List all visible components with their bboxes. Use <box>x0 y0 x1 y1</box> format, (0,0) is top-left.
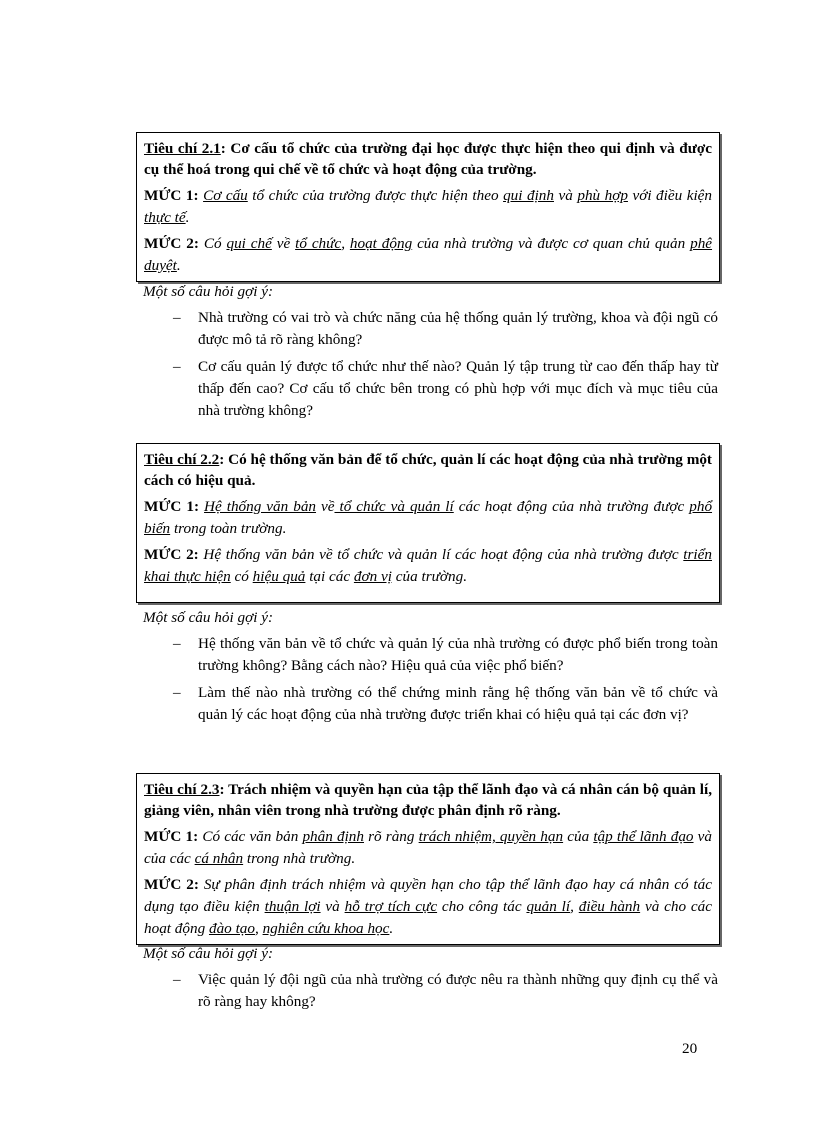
underlined-term: qui định <box>503 187 554 204</box>
text-run: Có các văn bản <box>198 828 303 845</box>
underlined-term: Cơ cấu <box>203 187 248 204</box>
question-prompt: Một số câu hỏi gợi ý: <box>143 283 274 300</box>
dash-bullet: – <box>173 309 181 326</box>
text-run: . <box>389 920 394 937</box>
dash-bullet: – <box>173 684 181 701</box>
level-tag: MỨC 2: <box>144 235 199 252</box>
dash-bullet: – <box>173 971 181 988</box>
text-run: của <box>563 828 594 845</box>
underlined-term: hiệu quả <box>252 568 306 585</box>
text-run: rõ ràng <box>363 828 419 845</box>
underlined-term: nghiên cứu khoa học <box>262 920 390 937</box>
underlined-term: thuận lợi <box>264 898 321 915</box>
text-run: của nhà trường và được cơ quan chủ quản <box>412 235 691 252</box>
question-text: Hệ thống văn bản về tổ chức và quản lý của nhà trường có được phổ biến trong toàn trường không? Bằng cách nào? Hiệu quả của việc phổ biến? <box>198 635 718 674</box>
text-run: và của các <box>144 828 712 867</box>
criterion-ref: Tiêu chí 2.3 <box>144 781 220 798</box>
underlined-term: phân định <box>302 828 364 845</box>
criterion-box-2-1 <box>136 132 720 282</box>
text-run: trong nhà trường. <box>243 850 356 867</box>
level-text <box>144 498 712 537</box>
question-text: Việc quản lý đội ngũ của nhà trường có được nêu ra thành những quy định cụ thể và rõ ràng hay không? <box>198 971 718 1010</box>
level-1 <box>144 496 712 540</box>
list-item <box>143 633 718 677</box>
text-run: cho công tác <box>437 898 527 915</box>
question-prompt: Một số câu hỏi gợi ý: <box>143 945 274 962</box>
criterion-text: : Có hệ thống văn bản để tổ chức, quản lí các hoạt động của nhà trường một cách có hiệu quả. <box>144 451 712 489</box>
question-list <box>143 969 718 1018</box>
text-run: về <box>316 498 335 515</box>
criterion-ref: Tiêu chí 2.2 <box>144 451 220 468</box>
page-number: 20 <box>682 1040 698 1057</box>
text-run: Hệ thống văn bản về tổ chức và quản lí các hoạt động của nhà trường được <box>198 546 684 563</box>
underlined-term: trách nhiệm, quyền hạn <box>418 828 564 845</box>
criterion-box-2-3 <box>136 773 720 945</box>
text-run: và cho các hoạt động <box>144 898 712 937</box>
question-list <box>143 307 718 427</box>
criterion-heading <box>144 779 712 821</box>
criterion-ref: Tiêu chí 2.1 <box>144 140 221 157</box>
question-text: Làm thế nào nhà trường có thể chứng minh rằng hệ thống văn bản về tổ chức và quản lý các hoạt động của nhà trường được triển khai có hiệu quả tại các đơn vị? <box>198 684 718 723</box>
dash-bullet: – <box>173 358 181 375</box>
criterion-heading <box>144 138 712 180</box>
underlined-term: cá nhân <box>194 850 244 867</box>
underlined-term: phổ biến <box>144 498 713 537</box>
underlined-term: hỗ trợ tích cực <box>344 898 438 915</box>
text-run: . <box>185 209 190 226</box>
level-tag: MỨC 2: <box>144 546 199 563</box>
dash-bullet: – <box>173 635 181 652</box>
text-run: về <box>271 235 296 252</box>
level-tag: MỨC 1: <box>144 187 199 204</box>
level-tag: MỨC 1: <box>144 498 200 515</box>
list-item <box>143 682 718 726</box>
level-text <box>144 876 712 937</box>
text-run: , <box>341 235 350 252</box>
text-run: tổ chức của trường được thực hiện theo <box>247 187 504 204</box>
level-1 <box>144 826 712 870</box>
text-run: trong toàn trường. <box>170 520 287 537</box>
underlined-term: thực tế <box>144 209 186 226</box>
level-text <box>144 828 712 867</box>
question-text: Nhà trường có vai trò và chức năng của hệ thống quản lý trường, khoa và đội ngũ có được mô tả rõ ràng không? <box>198 309 718 348</box>
list-item <box>143 307 718 351</box>
text-run: . <box>176 257 181 274</box>
underlined-term: phù hợp <box>577 187 628 204</box>
underlined-term: tổ chức <box>295 235 342 252</box>
criterion-text: : Cơ cấu tổ chức của trường đại học được thực hiện theo qui định và được cụ thể hoá trong qui chế về tổ chức và hoạt động của trường. <box>144 140 712 178</box>
level-text <box>144 235 712 274</box>
underlined-term: phê duyệt <box>144 235 713 274</box>
text-run: và <box>320 898 345 915</box>
underlined-term: tập thể lãnh đạo <box>593 828 694 845</box>
underlined-term: quản lí <box>526 898 571 915</box>
criterion-heading <box>144 449 712 491</box>
level-2 <box>144 233 712 277</box>
level-1 <box>144 185 712 229</box>
underlined-term: điều hành <box>578 898 641 915</box>
underlined-term: hoạt động <box>349 235 413 252</box>
underlined-term: Hệ thống văn bản <box>204 498 317 515</box>
text-run: , <box>570 898 579 915</box>
text-run: , <box>254 920 263 937</box>
text-run: và <box>553 187 578 204</box>
text-run: Có <box>203 235 227 252</box>
list-item <box>143 969 718 1013</box>
level-tag: MỨC 2: <box>144 876 199 893</box>
text-run: các hoạt động của nhà trường được <box>453 498 690 515</box>
text-run: với điều kiện <box>627 187 713 204</box>
criterion-box-2-2 <box>136 443 720 603</box>
text-run: Sự phân định trách nhiệm và quyền hạn cho tập thể lãnh đạo hay cá nhân có tác dụng tạo điều kiện <box>144 876 712 915</box>
underlined-term: đào tạo <box>208 920 255 937</box>
level-2 <box>144 544 712 588</box>
question-list <box>143 633 718 731</box>
level-tag: MỨC 1: <box>144 828 199 845</box>
question-prompt: Một số câu hỏi gợi ý: <box>143 609 274 626</box>
underlined-term: tổ chức và quản lí <box>334 498 454 515</box>
level-text <box>144 187 712 226</box>
underlined-term: đơn vị <box>353 568 392 585</box>
question-text: Cơ cấu quản lý được tổ chức như thế nào? Quản lý tập trung từ cao đến thấp hay từ thấp đến cao? Cơ cấu tổ chức bên trong có phù hợp với mục đích và mục tiêu của nhà trường không? <box>198 358 718 419</box>
text-run: tại các <box>305 568 354 585</box>
underlined-term: triển khai thực hiện <box>144 546 712 585</box>
text-run: có <box>230 568 253 585</box>
underlined-term: qui chế <box>226 235 272 252</box>
level-text <box>144 546 712 585</box>
level-2 <box>144 874 712 940</box>
criterion-text: : Trách nhiệm và quyền hạn của tập thể lãnh đạo và cá nhân cán bộ quản lí, giảng viên, nhân viên trong nhà trường được phân định rõ ràng. <box>144 781 713 819</box>
text-run: của trường. <box>391 568 467 585</box>
list-item <box>143 356 718 422</box>
